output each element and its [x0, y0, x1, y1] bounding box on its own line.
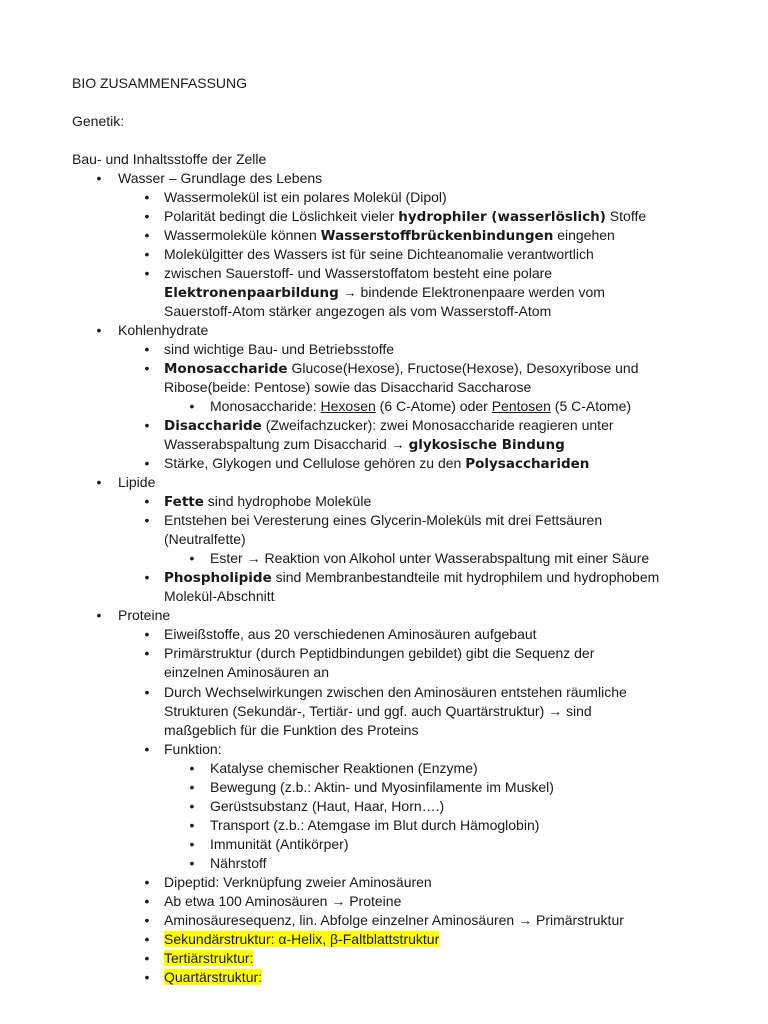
list-item-highlighted [164, 930, 439, 949]
document-title: BIO ZUSAMMENFASSUNG [72, 75, 248, 91]
list-item: Stärke, Glykogen und Cellulose gehören zu den Polysacchariden [164, 455, 590, 472]
list-item: Bewegung (z.b.: Aktin- und Myosinfilamente im Muskel) [210, 779, 554, 795]
list-item: Entstehen bei Veresterung eines Glycerin-Moleküls mit drei Fettsäuren [164, 512, 603, 528]
bullet-marker: • [96, 170, 102, 186]
list-item: Wassermoleküle können Wasserstoffbrückenbindungen eingehen [164, 227, 615, 244]
bullet-marker: • [189, 798, 195, 814]
bullet-marker: • [189, 855, 195, 871]
bullet-marker: • [144, 931, 150, 947]
list-heading-proteine: Proteine [118, 607, 171, 623]
list-heading-kohlenhydrate: Kohlenhydrate [118, 322, 209, 338]
bullet-marker: • [189, 398, 195, 414]
bullet-marker: • [144, 265, 150, 281]
list-item-continuation: (Neutralfette) [164, 531, 246, 547]
bullet-marker: • [144, 512, 150, 528]
bullet-marker: • [144, 893, 150, 909]
highlighted-text: Tertiärstruktur: [164, 950, 254, 966]
list-item-continuation: Strukturen (Sekundär-, Tertiär- und ggf. auch Quartärstruktur) → sind [164, 703, 592, 719]
bullet-marker: • [144, 227, 150, 243]
bullet-marker: • [96, 474, 102, 490]
list-item-continuation: Wasserabspaltung zum Disaccharid → glykosische Bindung [164, 436, 565, 453]
list-item-continuation: Ribose(beide: Pentose) sowie das Disaccharid Saccharose [164, 379, 532, 395]
bullet-marker: • [144, 189, 150, 205]
list-item: Gerüstsubstanz (Haut, Haar, Horn….) [210, 798, 445, 814]
bullet-marker: • [144, 969, 150, 985]
bullet-marker: • [189, 779, 195, 795]
bullet-marker: • [144, 208, 150, 224]
underlined-term: Pentosen [491, 398, 551, 414]
bold-term: hydrophiler (wasserlöslich) [398, 209, 606, 225]
list-item: Nährstoff [210, 855, 267, 871]
bullet-marker: • [144, 912, 150, 928]
bullet-marker: • [144, 341, 150, 357]
list-item: Disaccharide (Zweifachzucker): zwei Monosaccharide reagieren unter [164, 417, 614, 434]
section-heading: Genetik: [72, 113, 125, 129]
bold-term: Monosaccharide [164, 361, 288, 377]
list-item-continuation: maßgeblich für die Funktion des Proteins [164, 722, 419, 738]
bullet-marker: • [144, 741, 150, 757]
list-item: Aminosäuresequenz, lin. Abfolge einzelner Aminosäuren → Primärstruktur [164, 912, 624, 928]
bullet-marker: • [144, 874, 150, 890]
list-item: Fette sind hydrophobe Moleküle [164, 493, 372, 510]
list-item: Ab etwa 100 Aminosäuren → Proteine [164, 893, 402, 909]
list-item: Immunität (Antikörper) [210, 836, 349, 852]
bullet-marker: • [144, 950, 150, 966]
bullet-marker: • [144, 246, 150, 262]
bullet-marker: • [189, 836, 195, 852]
bullet-marker: • [96, 607, 102, 623]
bold-term: Elektronenpaarbildung [164, 285, 339, 301]
list-item: Dipeptid: Verknüpfung zweier Aminosäuren [164, 874, 432, 890]
list-item-highlighted [164, 949, 253, 968]
list-heading-wasser: Wasser – Grundlage des Lebens [118, 170, 323, 186]
list-item: Ester → Reaktion von Alkohol unter Wasserabspaltung mit einer Säure [210, 550, 650, 566]
list-heading-lipide: Lipide [118, 474, 156, 490]
list-item: Eiweißstoffe, aus 20 verschiedenen Aminosäuren aufgebaut [164, 626, 537, 642]
bold-term: Fette [164, 494, 204, 510]
underlined-term: Hexosen [320, 398, 376, 414]
bullet-marker: • [144, 626, 150, 642]
bullet-marker: • [189, 760, 195, 776]
bold-term: Phospholipide [164, 570, 272, 586]
bullet-marker: • [96, 322, 102, 338]
bold-term: Polysacchariden [465, 456, 590, 472]
bullet-marker: • [189, 817, 195, 833]
bullet-marker: • [144, 455, 150, 471]
bullet-marker: • [144, 360, 150, 376]
bullet-marker: • [144, 417, 150, 433]
bullet-marker: • [144, 645, 150, 661]
bullet-marker: • [189, 550, 195, 566]
list-item: Monosaccharide Glucose(Hexose), Fructose(Hexose), Desoxyribose und [164, 360, 639, 377]
list-item: Primärstruktur (durch Peptidbindungen gebildet) gibt die Sequenz der [164, 645, 595, 661]
list-item: Polarität bedingt die Löslichkeit vieler hydrophiler (wasserlöslich) Stoffe [164, 208, 647, 225]
bold-term: Wasserstoffbrückenbindungen [320, 228, 554, 244]
list-item: Monosaccharide: Hexosen (6 C-Atome) oder Pentosen (5 C-Atome) [210, 398, 632, 414]
list-item-highlighted [164, 968, 262, 987]
list-item-continuation: Molekül-Abschnitt [164, 588, 275, 604]
list-item: Transport (z.b.: Atemgase im Blut durch Hämoglobin) [210, 817, 540, 833]
list-item-continuation: Sauerstoff-Atom stärker angezogen als vom Wasserstoff-Atom [164, 303, 552, 319]
list-item: Durch Wechselwirkungen zwischen den Aminosäuren entstehen räumliche [164, 684, 627, 700]
highlighted-text: Quartärstruktur: [164, 969, 263, 985]
list-item: Wassermolekül ist ein polares Molekül (Dipol) [164, 189, 447, 205]
topic-heading: Bau- und Inhaltsstoffe der Zelle [72, 151, 267, 167]
bullet-marker: • [144, 493, 150, 509]
list-item: Molekülgitter des Wassers ist für seine Dichteanomalie verantwortlich [164, 246, 594, 262]
bold-term: glykosische Bindung [408, 437, 565, 453]
list-item: Katalyse chemischer Reaktionen (Enzyme) [210, 760, 478, 776]
list-item-continuation: einzelnen Aminosäuren an [164, 664, 330, 680]
list-item: sind wichtige Bau- und Betriebsstoffe [164, 341, 395, 357]
bold-term: Disaccharide [164, 418, 262, 434]
bullet-marker: • [144, 569, 150, 585]
list-item: zwischen Sauerstoff- und Wasserstoffatom besteht eine polare [164, 265, 553, 281]
bullet-marker: • [144, 684, 150, 700]
list-item: Funktion: [164, 741, 222, 757]
list-item: Phospholipide sind Membranbestandteile mit hydrophilem und hydrophobem [164, 569, 660, 586]
highlighted-text: Sekundärstruktur: α-Helix, β-Faltblattstruktur [164, 931, 440, 947]
list-item-continuation: Elektronenpaarbildung → bindende Elektronenpaare werden vom [164, 284, 605, 301]
